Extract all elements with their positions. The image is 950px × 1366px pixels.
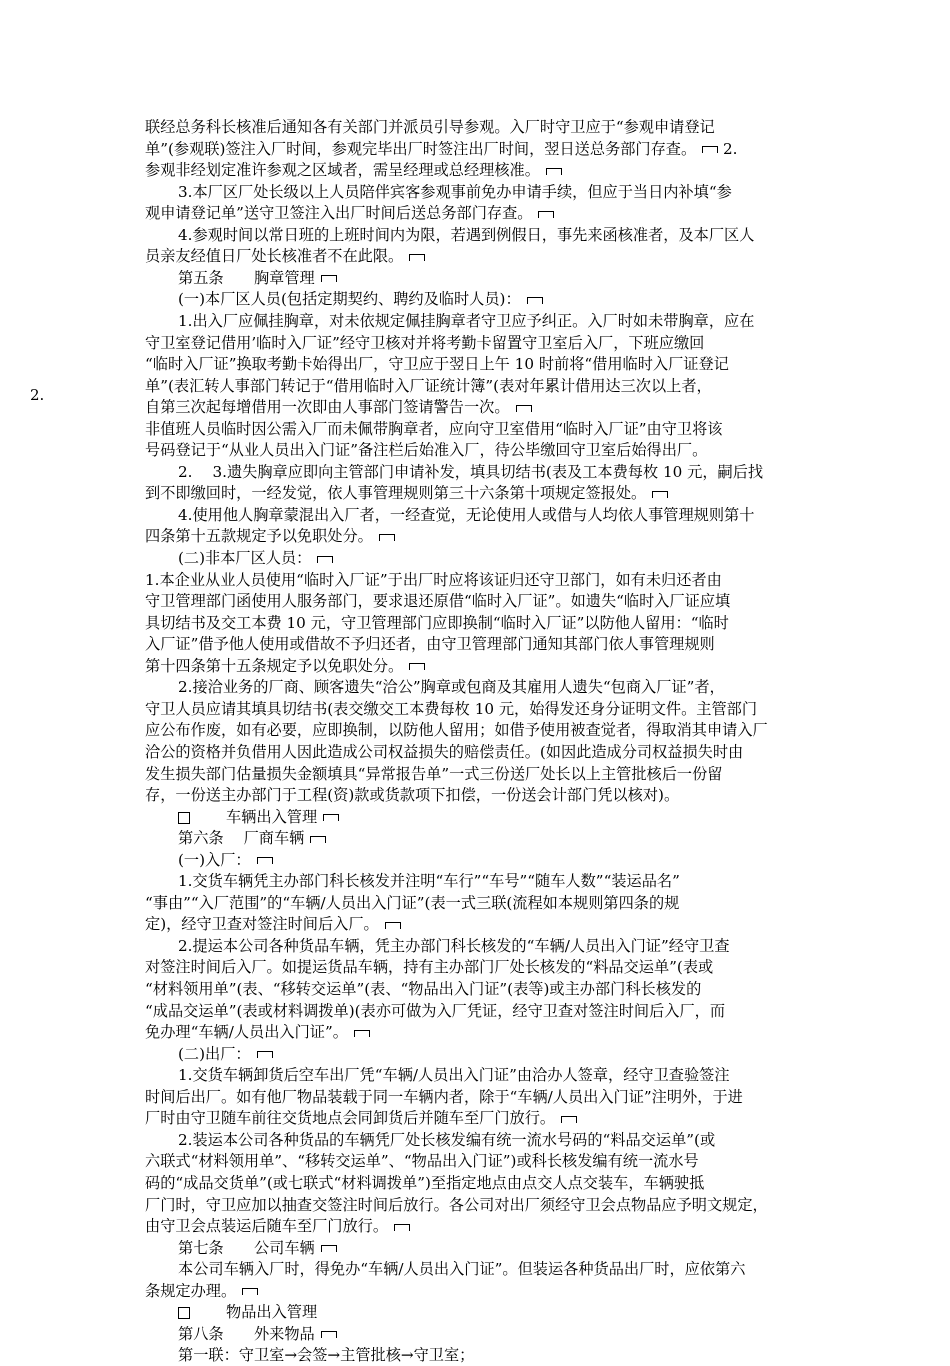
line-text: 存，一份送主办部门于工程(资)款或货款项下扣偿，一份送会计部门凭以核对)。 bbox=[145, 786, 680, 805]
line-text: 应公布作废，如有必要，应即换制，以防他人留用；如借予使用被查觉者，得取消其申请入厂 bbox=[145, 721, 768, 740]
text-line bbox=[178, 871, 845, 892]
text-line bbox=[145, 1001, 845, 1022]
paragraph-mark-icon bbox=[242, 1288, 258, 1295]
text-line bbox=[145, 979, 845, 1000]
text-line bbox=[145, 742, 845, 763]
paragraph-mark-icon bbox=[385, 922, 401, 929]
text-line bbox=[145, 440, 845, 461]
line-text: (二)出厂： bbox=[178, 1044, 251, 1063]
text-line bbox=[178, 1238, 845, 1259]
paragraph-mark-icon bbox=[310, 836, 326, 843]
paragraph-mark-icon bbox=[516, 405, 532, 412]
line-text: 守卫室登记借用’临时入厂证”经守卫核对并将考勤卡留置守卫室后入厂，下班应缴回 bbox=[145, 333, 705, 352]
line-text: 1.交货车辆卸货后空车出厂凭“车辆/人员出入门证”由洽办人签章，经守卫查验签注 bbox=[178, 1066, 730, 1085]
paragraph-mark-icon bbox=[527, 297, 543, 304]
line-text: 4.使用他人胸章蒙混出入厂者，一经查觉，无论使用人或借与人均依人事管理规则第十 bbox=[178, 505, 755, 524]
text-line bbox=[178, 1324, 845, 1345]
line-tail-text: 2. bbox=[718, 139, 738, 158]
line-text: 免办理“车辆/人员出入门证”。 bbox=[145, 1023, 348, 1042]
text-line bbox=[178, 677, 845, 698]
text-line bbox=[145, 419, 845, 440]
checkbox-square-icon bbox=[178, 1307, 190, 1319]
text-line bbox=[178, 182, 845, 203]
line-text: 参观非经划定准许参观之区域者，需呈经理或总经理核准。 bbox=[145, 161, 540, 180]
line-text: 2. 3.遗失胸章应即向主管部门申请补发，填具切结书(表及工本费每枚 10 元，嗣后找 bbox=[178, 462, 764, 481]
line-text: 到不即缴回时，一经发觉，依人事管理规则第三十六条第十项规定签报处。 bbox=[145, 484, 647, 503]
text-line bbox=[145, 1281, 845, 1302]
line-text: 厂门时，守卫应加以抽查交签注时间后放行。各公司对出厂须经守卫会点物品应予明文规定， bbox=[145, 1195, 768, 1214]
text-line bbox=[145, 376, 845, 397]
paragraph-mark-icon bbox=[409, 254, 425, 261]
text-line bbox=[145, 160, 845, 181]
line-text: 非值班人员临时因公需入厂而未佩带胸章者，应向守卫室借用“临时入厂证”由守卫将该 bbox=[145, 419, 723, 438]
line-text: 码的“成品交货单”(或七联式“材料调拨单”)至指定地点由点交人点交装车，车辆驶抵 bbox=[145, 1173, 705, 1192]
margin-number: 2. bbox=[30, 386, 45, 404]
paragraph-mark-icon bbox=[394, 1224, 410, 1231]
line-text: 对签注时间后入厂。如提运货品车辆，持有主办部门厂处长核发的“料品交运单”(表或 bbox=[145, 958, 714, 977]
line-text: 六联式“材料领用单”、“移转交运单”、“物品出入门证”)或科长核发编有统一流水号 bbox=[145, 1152, 699, 1171]
text-line bbox=[178, 1345, 845, 1366]
line-text: 第五条 胸章管理 bbox=[178, 268, 315, 287]
line-text: 第七条 公司车辆 bbox=[178, 1238, 315, 1257]
line-text: “材料领用单”(表、“移转交运单”(表、“物品出入门证”(表等)或主办部门科长核发的 bbox=[145, 980, 702, 998]
line-text: “临时入厂证”换取考勤卡始得出厂，守卫应于翌日上午 10 时前将“借用临时入厂证登记 bbox=[145, 355, 729, 374]
line-text: 1.出入厂应佩挂胸章，对未依规定佩挂胸章者守卫应予纠正。入厂时如未带胸章，应在 bbox=[178, 311, 755, 330]
text-line bbox=[178, 828, 845, 849]
text-line bbox=[145, 634, 845, 655]
text-line bbox=[145, 613, 845, 634]
line-text: 时间后出厂。如有他厂物品装载于同一车辆内者，除于“车辆/人员出入门证”注明外，于进 bbox=[145, 1087, 743, 1106]
text-line bbox=[145, 720, 845, 741]
paragraph-mark-icon bbox=[323, 814, 339, 821]
text-line bbox=[178, 1065, 845, 1086]
line-text: 2.装运本公司各种货品的车辆凭厂处长核发编有统一流水号码的“料品交运单”(或 bbox=[178, 1130, 716, 1149]
line-text: 守卫人员应请其填具切结书(表交缴交工本费每枚 10 元，始得发还身分证明文件。主管部门 bbox=[145, 699, 758, 718]
text-line bbox=[178, 505, 845, 526]
text-line bbox=[145, 483, 845, 504]
line-text: 3.本厂区厂处长级以上人员陪伴宾客参观事前免办申请手续，但应于当日内补填“参 bbox=[178, 182, 732, 201]
text-line bbox=[145, 1108, 845, 1129]
line-text: (二)非本厂区人员： bbox=[178, 549, 312, 567]
text-line bbox=[145, 1022, 845, 1043]
text-line bbox=[145, 203, 845, 224]
text-line bbox=[145, 397, 845, 418]
paragraph-mark-icon bbox=[546, 168, 562, 175]
line-text: 单”(参观联)签注入厂时间，参观完毕出厂时签注出厂时间，翌日送总务部门存查。 bbox=[145, 139, 697, 158]
text-line bbox=[178, 1130, 845, 1151]
line-text: 由守卫会点装运后随车至厂门放行。 bbox=[145, 1217, 388, 1236]
text-line bbox=[145, 139, 845, 160]
paragraph-mark-icon bbox=[257, 857, 273, 864]
text-line bbox=[178, 1044, 845, 1065]
paragraph-mark-icon bbox=[321, 275, 337, 282]
line-text: 2.接洽业务的厂商、顾客遗失“洽公”胸章或包商及其雇用人遗失“包商入厂证”者， bbox=[178, 678, 725, 697]
text-line bbox=[145, 893, 845, 914]
text-line bbox=[145, 246, 845, 267]
line-text: “成品交运单”(表或材料调拨单)(表亦可做为入厂凭证，经守卫查对签注时间后入厂，而 bbox=[145, 1001, 726, 1020]
text-line bbox=[178, 225, 845, 246]
line-text: 1.交货车辆凭主办部门科长核发并注明“车行”“车号”“随车人数”“装运品名” bbox=[178, 872, 680, 891]
text-line bbox=[145, 699, 845, 720]
paragraph-mark-icon bbox=[379, 534, 395, 541]
text-line bbox=[145, 1087, 845, 1108]
line-text: 本公司车辆入厂时，得免办“车辆/人员出入门证”。但装运各种货品出厂时，应依第六 bbox=[178, 1260, 746, 1279]
paragraph-mark-icon bbox=[538, 211, 554, 218]
text-line bbox=[145, 1216, 845, 1237]
line-text: 物品出入管理 bbox=[226, 1303, 318, 1322]
line-text: 4.参观时间以常日班的上班时间内为限，若遇到例假日，事先来函核准者，及本厂区人 bbox=[178, 225, 755, 244]
text-line bbox=[145, 764, 845, 785]
text-line bbox=[178, 1259, 845, 1280]
line-text: 联经总务科长核准后通知各有关部门并派员引导参观。入厂时守卫应于“参观申请登记 bbox=[145, 118, 715, 136]
text-line bbox=[178, 268, 845, 289]
text-line bbox=[145, 957, 845, 978]
line-text: 第六条 厂商车辆 bbox=[178, 829, 305, 848]
text-line bbox=[178, 1302, 845, 1323]
line-text: 第一联：守卫室→会签→主管批核→守卫室； bbox=[178, 1346, 475, 1365]
text-line bbox=[145, 785, 845, 806]
paragraph-mark-icon bbox=[561, 1116, 577, 1123]
line-text: 守卫管理部门函使用人服务部门，要求退还原借“临时入厂证”。如遗失“临时入厂证应填 bbox=[145, 592, 731, 611]
line-text: 厂时由守卫随车前往交货地点会同卸货后并随车至厂门放行。 bbox=[145, 1109, 556, 1128]
text-line bbox=[145, 591, 845, 612]
paragraph-mark-icon bbox=[321, 1331, 337, 1338]
text-line bbox=[145, 526, 845, 547]
paragraph-mark-icon bbox=[257, 1051, 273, 1058]
text-line bbox=[145, 570, 845, 591]
text-line bbox=[145, 333, 845, 354]
line-text: 发生损失部门估量损失金额填具“异常报告单”一式三份送厂处长以上主管批核后一份留 bbox=[145, 764, 723, 783]
paragraph-mark-icon bbox=[317, 556, 333, 563]
text-line bbox=[178, 289, 845, 310]
text-line bbox=[178, 850, 845, 871]
line-text: 观申请登记单”送守卫签注入出厂时间后送总务部门存查。 bbox=[145, 204, 533, 223]
line-text: 1.本企业从业人员使用“临时入厂证”于出厂时应将该证归还守卫部门，如有未归还者由 bbox=[145, 570, 722, 589]
checkbox-square-icon bbox=[178, 812, 190, 824]
line-text: (一)入厂： bbox=[178, 850, 251, 869]
text-line bbox=[178, 548, 845, 569]
text-line bbox=[178, 807, 845, 828]
line-text: 入厂证”借予他人使用或借故不予归还者，由守卫管理部门通知其部门依人事管理规则 bbox=[145, 635, 715, 654]
line-text: 单”(表汇转人事部门转记于“借用临时入厂证统计簿”(表对年累计借用达三次以上者， bbox=[145, 376, 712, 395]
paragraph-mark-icon bbox=[652, 491, 668, 498]
line-text: 第八条 外来物品 bbox=[178, 1324, 315, 1343]
line-text: 号码登记于“从业人员出入门证”备注栏后始准入厂，待公毕缴回守卫室后始得出厂。 bbox=[145, 441, 708, 460]
line-text: “事由”“入厂范围”的“车辆/人员出入门证”(表一式三联(流程如本规则第四条的规 bbox=[145, 893, 680, 912]
text-line bbox=[145, 914, 845, 935]
line-text: 2.提运本公司各种货品车辆，凭主办部门科长核发的“车辆/人员出入门证”经守卫查 bbox=[178, 936, 730, 955]
paragraph-mark-icon bbox=[321, 1245, 337, 1252]
line-text: 条规定办理。 bbox=[145, 1281, 237, 1300]
paragraph-mark-icon bbox=[702, 146, 718, 153]
text-line bbox=[145, 354, 845, 375]
line-text: 定)，经守卫查对签注时间后入厂。 bbox=[145, 915, 379, 934]
text-line bbox=[145, 1173, 845, 1194]
line-text: 四条第十五款规定予以免职处分。 bbox=[145, 527, 373, 546]
text-line bbox=[145, 656, 845, 677]
line-text: 自第三次起每增借用一次即由人事部门签请警告一次。 bbox=[145, 398, 510, 417]
text-line bbox=[178, 936, 845, 957]
text-line bbox=[178, 462, 845, 483]
line-text: (一)本厂区人员(包括定期契约、聘约及临时人员)： bbox=[178, 290, 521, 309]
line-text: 洽公的资格并负借用人因此造成公司权益损失的赔偿责任。(如因此造成分司权益损失时由 bbox=[145, 742, 744, 761]
text-line bbox=[145, 1151, 845, 1172]
paragraph-mark-icon bbox=[409, 663, 425, 670]
line-text: 员亲友经值日厂处长核准者不在此限。 bbox=[145, 247, 404, 266]
line-text: 具切结书及交工本费 10 元，守卫管理部门应即换制“临时入厂证”以防他人留用：“临时 bbox=[145, 613, 729, 632]
paragraph-mark-icon bbox=[354, 1030, 370, 1037]
text-line bbox=[178, 311, 845, 332]
text-line bbox=[145, 1195, 845, 1216]
text-line bbox=[145, 117, 845, 138]
line-text: 车辆出入管理 bbox=[226, 807, 318, 826]
line-text: 第十四条第十五条规定予以免职处分。 bbox=[145, 656, 404, 675]
